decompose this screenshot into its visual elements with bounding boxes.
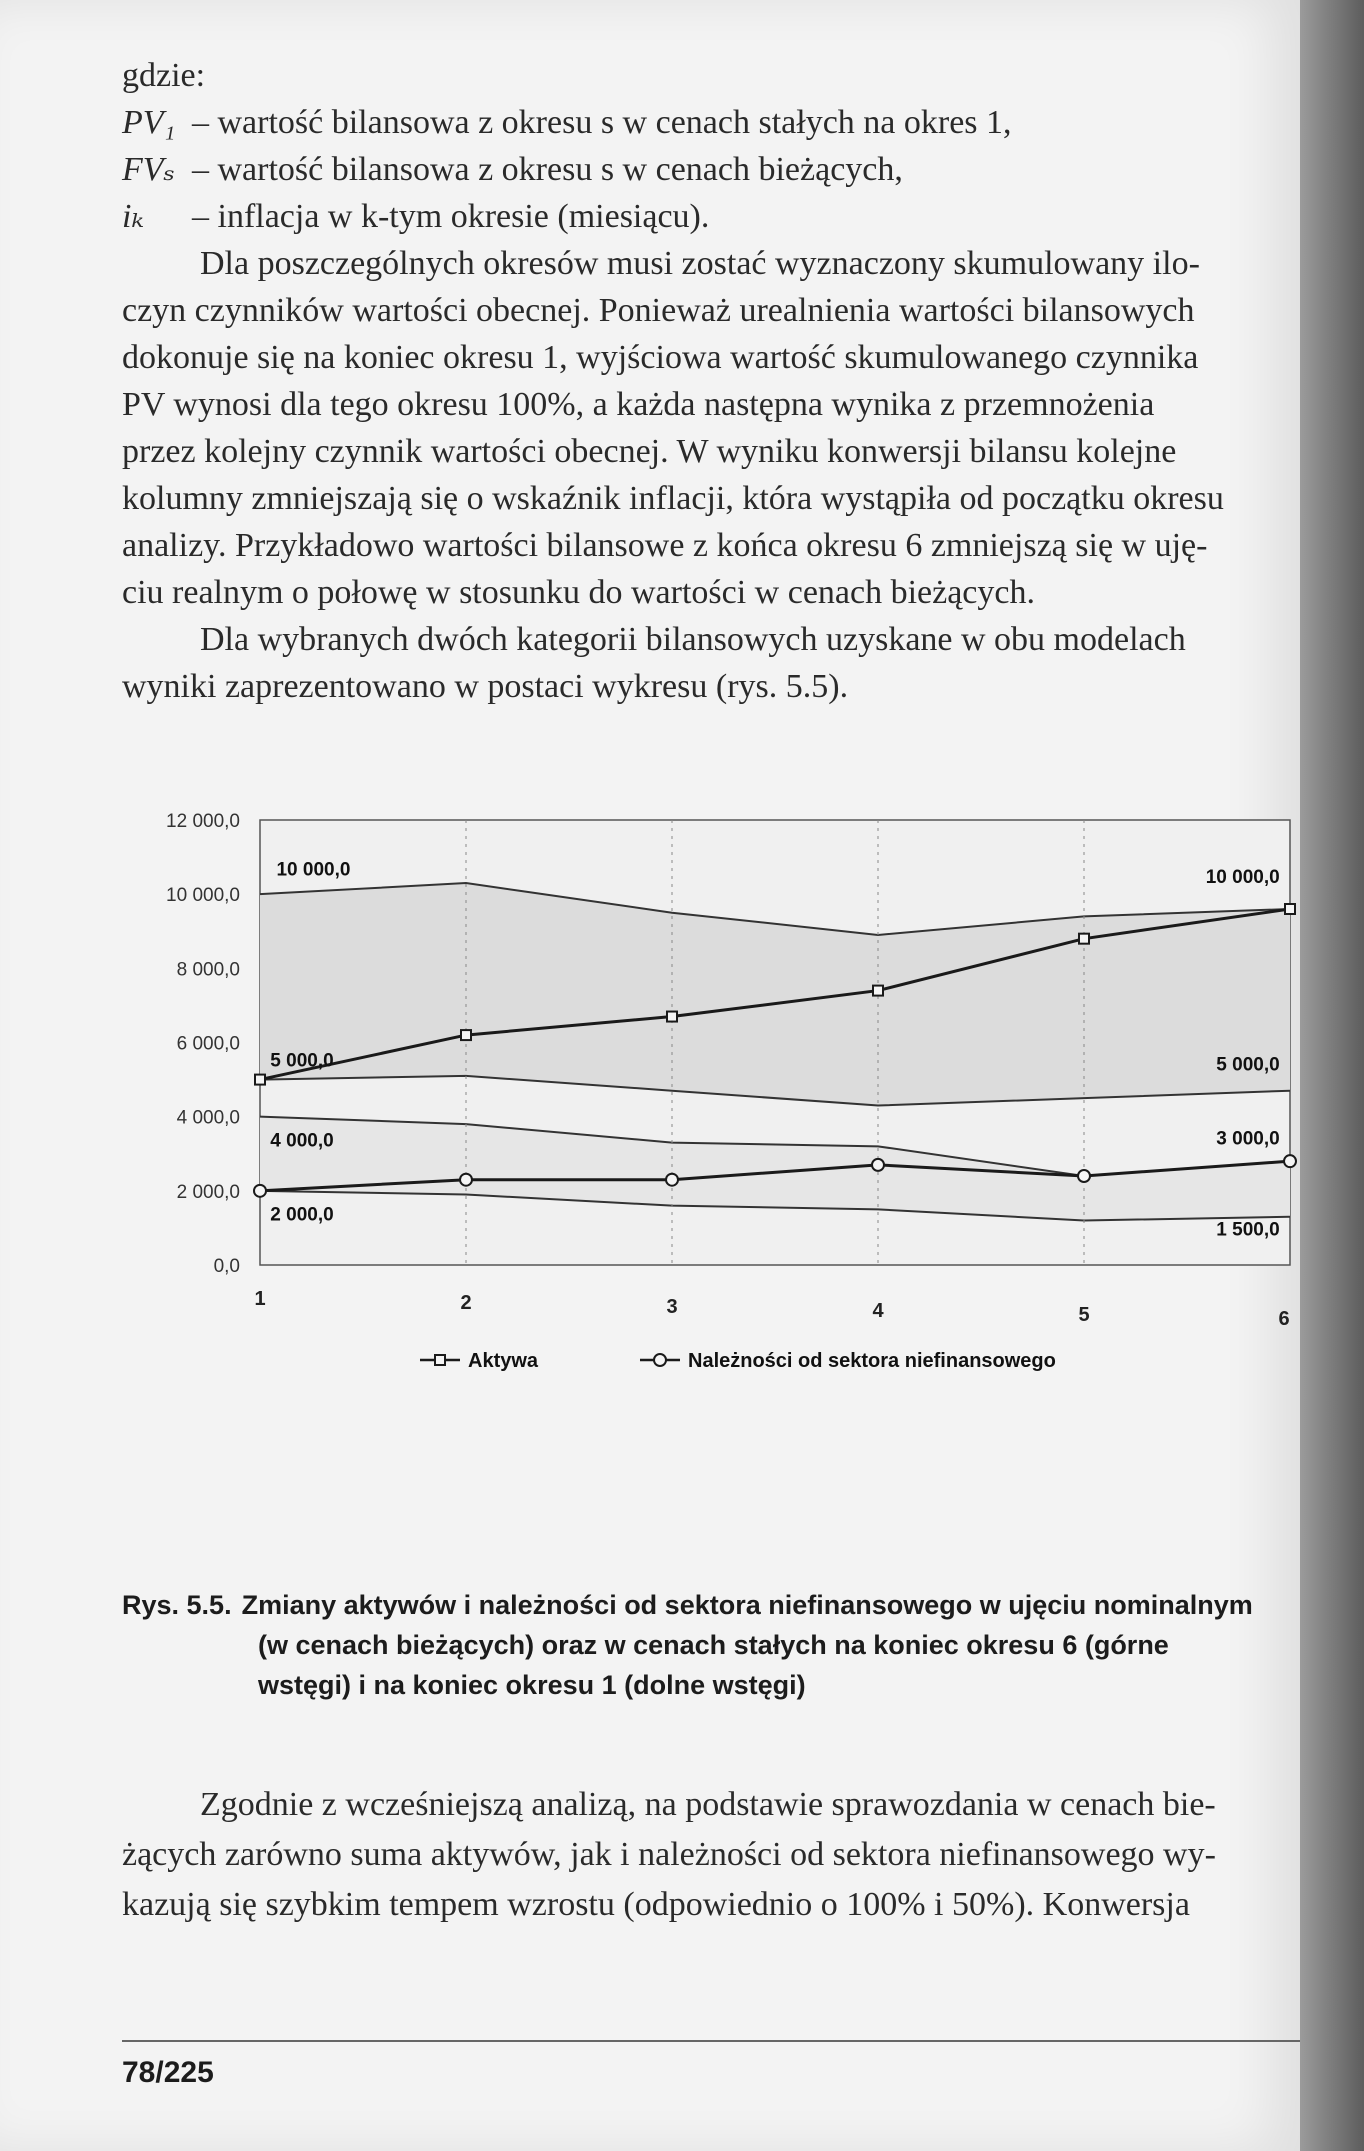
text-line: Zgodnie z wcześniejszą analizą, na podstawie sprawozdania w cenach bie-	[200, 1786, 1216, 1823]
symbol: PV₁	[122, 104, 176, 141]
data-label: 5 000,0	[270, 1050, 334, 1072]
caption-line	[122, 1585, 1312, 1625]
text-line: Dla wybranych dwóch kategorii bilansowych uzyskane w obu modelach	[200, 621, 1186, 658]
definition-line	[122, 193, 1312, 240]
series-marker-1	[254, 1185, 266, 1197]
series-marker-0	[255, 1075, 265, 1085]
y-tick-label: 10 000,0	[166, 885, 240, 907]
data-label: 4 000,0	[270, 1130, 334, 1152]
caption-line: wstęgi) i na koniec okresu 1 (dolne wstęgi)	[258, 1670, 806, 1700]
legend-marker-1	[654, 1354, 666, 1366]
definition-text: – wartość bilansowa z okresu s w cenach bieżących,	[192, 151, 903, 188]
text-line: czyn czynników wartości obecnej. Ponieważ urealnienia wartości bilansowych	[122, 292, 1195, 329]
body-text-continued	[122, 1780, 1312, 1930]
text-line: przez kolejny czynnik wartości obecnej. W wyniku konwersji bilansu kolejne	[122, 433, 1177, 470]
series-marker-1	[1078, 1170, 1090, 1182]
figure-chart	[140, 800, 1320, 1560]
text-line: żących zarówno suma aktywów, jak i należności od sektora niefinansowego wy-	[122, 1836, 1216, 1873]
data-label: 10 000,0	[276, 859, 351, 881]
series-marker-1	[872, 1159, 884, 1171]
x-tick-label: 3	[666, 1296, 678, 1318]
line-chart	[140, 800, 1320, 1560]
series-marker-0	[667, 1012, 677, 1022]
y-tick-label: 0,0	[213, 1256, 240, 1277]
x-tick-label: 4	[872, 1300, 884, 1322]
plot-area	[260, 820, 1290, 1265]
definition-line	[122, 99, 1312, 146]
series-marker-0	[461, 1030, 471, 1040]
text-line: Dla poszczególnych okresów musi zostać wyznaczony skumulowany ilo-	[200, 245, 1200, 282]
text-line: wyniki zaprezentowano w postaci wykresu (rys. 5.5).	[122, 668, 849, 705]
series-marker-0	[873, 986, 883, 996]
y-tick-label: 4 000,0	[176, 1107, 240, 1129]
series-marker-1	[666, 1174, 678, 1186]
series-marker-0	[1285, 904, 1295, 914]
text-line: gdzie:	[122, 57, 206, 94]
definition-line	[122, 146, 1312, 193]
y-tick-label: 2 000,0	[176, 1181, 240, 1203]
page-number: 78/225	[122, 2056, 214, 2089]
text-line: PV wynosi dla tego okresu 100%, a każda następna wynika z przemnożenia	[122, 386, 1155, 423]
figure-caption	[122, 1585, 1312, 1705]
series-marker-0	[1079, 934, 1089, 944]
symbol: iₖ	[122, 198, 144, 235]
definition-text: – wartość bilansowa z okresu s w cenach stałych na okres 1,	[192, 104, 1012, 141]
legend-label-1: Należności od sektora niefinansowego	[688, 1350, 1056, 1372]
data-label: 2 000,0	[270, 1204, 334, 1226]
series-marker-1	[1284, 1155, 1296, 1167]
data-label: 3 000,0	[1216, 1128, 1280, 1150]
body-text	[122, 52, 1312, 710]
y-tick-label: 8 000,0	[176, 959, 240, 981]
legend	[420, 1350, 1056, 1372]
y-tick-label: 6 000,0	[176, 1033, 240, 1055]
data-label: 1 500,0	[1216, 1219, 1280, 1241]
series-marker-1	[460, 1174, 472, 1186]
text-line: kazują się szybkim tempem wzrostu (odpowiednio o 100% i 50%). Konwersja	[122, 1886, 1190, 1923]
symbol: FVₛ	[122, 151, 175, 188]
caption-label: Rys. 5.5.	[122, 1590, 232, 1620]
x-tick-label: 6	[1278, 1308, 1290, 1330]
data-label: 5 000,0	[1216, 1054, 1280, 1076]
caption-line: (w cenach bieżących) oraz w cenach stałych na koniec okresu 6 (górne	[258, 1630, 1169, 1660]
legend-marker-0	[435, 1355, 445, 1365]
x-tick-label: 1	[254, 1288, 266, 1310]
legend-label-0: Aktywa	[468, 1350, 539, 1372]
y-tick-label: 12 000,0	[166, 811, 240, 832]
text-line: dokonuje się na koniec okresu 1, wyjściowa wartość skumulowanego czynnika	[122, 339, 1199, 376]
text-line: ciu realnym o połowę w stosunku do wartości w cenach bieżących.	[122, 574, 1035, 611]
definition-text: – inflacja w k-tym okresie (miesiącu).	[192, 198, 710, 235]
text-line: analizy. Przykładowo wartości bilansowe z końca okresu 6 zmniejszą się w uję-	[122, 527, 1208, 564]
footer-rule	[122, 2040, 1302, 2042]
x-tick-label: 5	[1078, 1304, 1090, 1326]
data-label: 10 000,0	[1205, 867, 1280, 889]
caption-text: Zmiany aktywów i należności od sektora niefinansowego w ujęciu nominalnym	[241, 1590, 1253, 1620]
page-edge-shadow	[1300, 0, 1364, 2151]
x-tick-label: 2	[460, 1292, 472, 1314]
text-line: kolumny zmniejszają się o wskaźnik inflacji, która wystąpiła od początku okresu	[122, 480, 1224, 517]
